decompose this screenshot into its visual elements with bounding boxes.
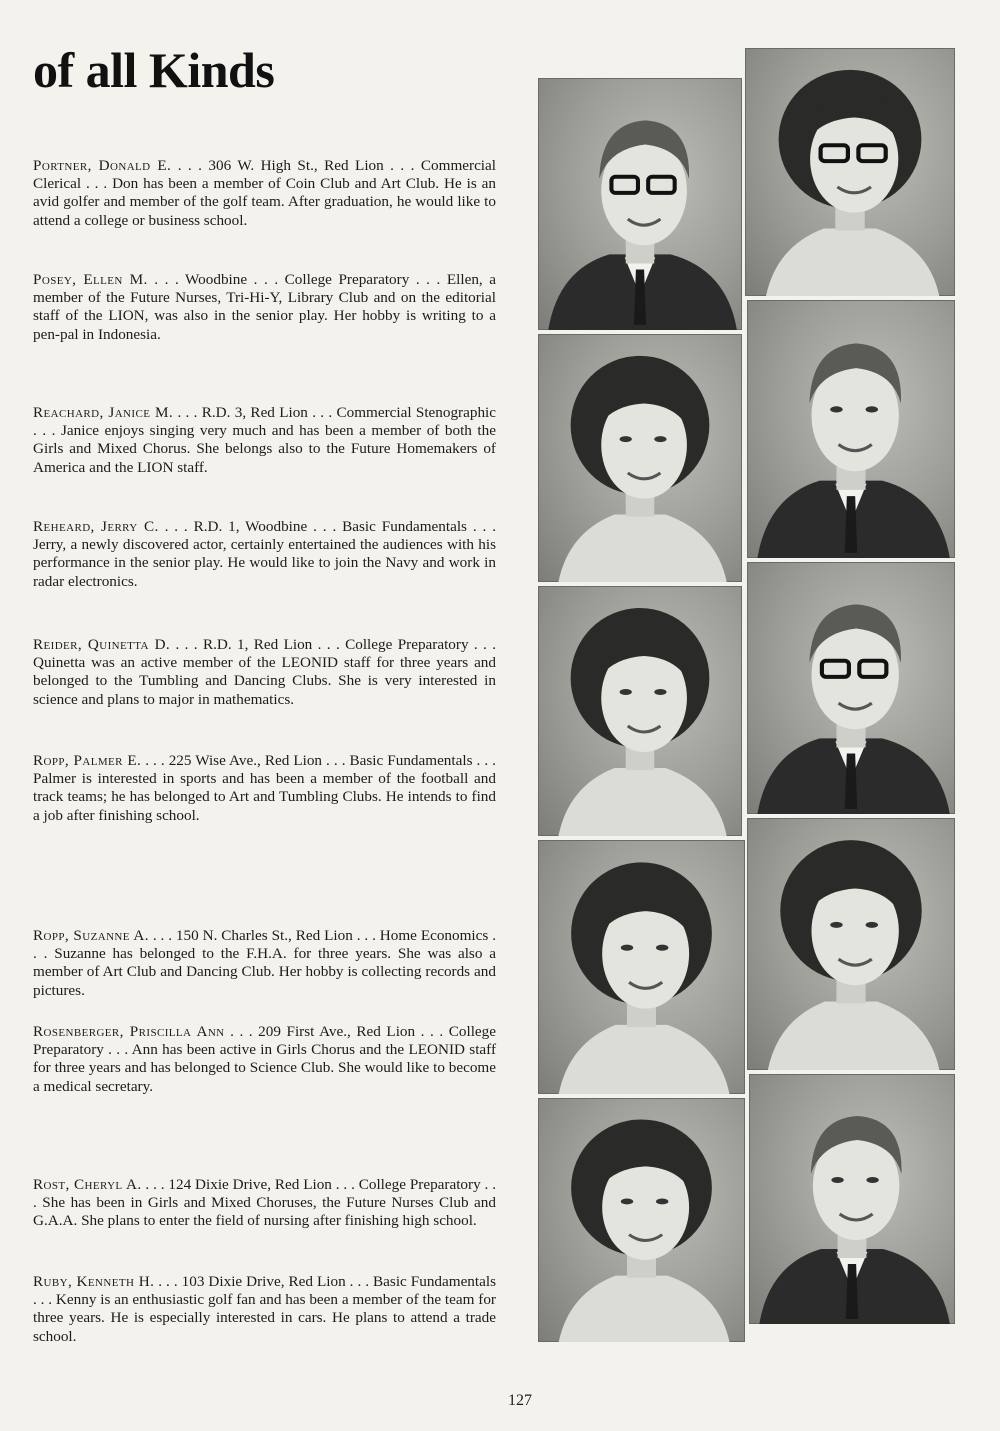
- portrait-photo: [747, 300, 955, 558]
- clothing-shape: [558, 768, 726, 836]
- portrait-photo: [538, 840, 745, 1094]
- student-name: Posey, Ellen M.: [33, 271, 148, 288]
- senior-entry: [33, 927, 496, 1000]
- student-name: Portner, Donald E.: [33, 157, 172, 174]
- clothing-shape: [558, 515, 726, 582]
- student-bio: . . . 124 Dixie Drive, Red Lion . . . College Preparatory . . . She has been in Girls and Mixed Choruses, the Future Nurses Club and G.A.A. She plans to enter the field of nursing after finishing high school.: [33, 1176, 496, 1230]
- eye-shape: [654, 436, 666, 442]
- eye-shape: [866, 922, 878, 928]
- portrait-icon: [749, 1074, 955, 1324]
- eye-shape: [656, 1199, 668, 1205]
- student-name: Reider, Quinetta D.: [33, 636, 171, 653]
- portrait-photo: [749, 1074, 955, 1324]
- student-bio: . . . 225 Wise Ave., Red Lion . . . Basic Fundamentals . . . Palmer is interested in sports and has been a member of the football and track teams; he has belonged to Art and Tumbling Clubs. He intends to find a job after finishing school.: [33, 752, 496, 824]
- student-name: Ruby, Kenneth H.: [33, 1273, 155, 1290]
- student-name: Ropp, Palmer E.: [33, 752, 142, 769]
- eye-shape: [621, 945, 633, 951]
- senior-entry: [33, 518, 496, 591]
- clothing-shape: [559, 1025, 730, 1094]
- portrait-icon: [538, 78, 742, 330]
- portrait-icon: [747, 562, 955, 814]
- necktie-shape: [846, 1264, 858, 1319]
- student-name: Rost, Cheryl A.: [33, 1176, 142, 1193]
- portrait-photo: [747, 562, 955, 814]
- necktie-shape: [845, 754, 857, 809]
- portrait-icon: [747, 818, 955, 1070]
- necktie-shape: [634, 270, 646, 325]
- portrait-photo: [745, 48, 955, 296]
- student-bio: . . . 306 W. High St., Red Lion . . . Commercial Clerical . . . Don has been a member of Coin Club and Art Club. He is an avid golfer and member of the golf team. After graduation, he would like to attend a college or business school.: [33, 157, 496, 229]
- portrait-icon: [538, 840, 745, 1094]
- student-name: Ropp, Suzanne A.: [33, 927, 149, 944]
- eye-shape: [866, 406, 878, 412]
- portrait-icon: [745, 48, 955, 296]
- eye-shape: [830, 922, 842, 928]
- eye-shape: [656, 945, 668, 951]
- eye-shape: [621, 1199, 633, 1205]
- portrait-icon: [747, 300, 955, 558]
- page-number: 127: [508, 1392, 532, 1409]
- student-name: Reheard, Jerry C.: [33, 518, 159, 535]
- portrait-icon: [538, 586, 742, 836]
- student-bio: . . . Woodbine . . . College Preparatory . . . Ellen, a member of the Future Nurses, Tri-Hi-Y, Library Club and on the editorial staff of the LION, was also in the senior play. Her hobby is writing to a pen-pal in Indonesia.: [33, 271, 496, 343]
- senior-entry: [33, 1023, 496, 1096]
- portrait-photo: [747, 818, 955, 1070]
- portrait-photo: [538, 334, 742, 582]
- student-bio: . . . 150 N. Charles St., Red Lion . . . Home Economics . . . Suzanne has belonged to the F.H.A. for three years. She was also a member of Art Club and Dancing Club. Her hobby is collecting records and pictures.: [33, 927, 496, 999]
- senior-entry: [33, 271, 496, 344]
- senior-entry: [33, 1273, 496, 1346]
- clothing-shape: [768, 1001, 940, 1070]
- clothing-shape: [766, 229, 939, 296]
- student-name: Rosenberger, Priscilla Ann: [33, 1023, 225, 1040]
- senior-entry: [33, 636, 496, 709]
- eye-shape: [830, 406, 842, 412]
- student-name: Reachard, Janice M.: [33, 404, 174, 421]
- portrait-photo: [538, 1098, 745, 1342]
- senior-entry: [33, 404, 496, 477]
- portrait-photo: [538, 586, 742, 836]
- portrait-icon: [538, 334, 742, 582]
- eye-shape: [654, 689, 666, 695]
- eye-shape: [620, 436, 632, 442]
- student-bio: . . . R.D. 3, Red Lion . . . Commercial Stenographic . . . Janice enjoys singing very much and has been a member of both the Girls and Mixed Chorus. She belongs also to the Future Homemakers of America and the LION staff.: [33, 404, 497, 476]
- portrait-photo: [538, 78, 742, 330]
- senior-entry: [33, 752, 496, 825]
- necktie-shape: [845, 496, 857, 553]
- portrait-icon: [538, 1098, 745, 1342]
- eye-shape: [866, 1177, 878, 1183]
- senior-entry: [33, 1176, 496, 1231]
- clothing-shape: [559, 1276, 730, 1342]
- eye-shape: [831, 1177, 843, 1183]
- student-bio: . . . 103 Dixie Drive, Red Lion . . . Basic Fundamentals . . . Kenny is an enthusiastic golf fan and has been a member of the team for three years. He is especially interested in cars. He plans to attend a trade school.: [33, 1273, 496, 1345]
- student-bio: . . . 209 First Ave., Red Lion . . . College Preparatory . . . Ann has been active in Girls Chorus and the LEONID staff for three years and has belonged to Science Club. She would like to become a medical secretary.: [33, 1023, 496, 1095]
- student-bio: . . . R.D. 1, Red Lion . . . College Preparatory . . . Quinetta was an active member of the LEONID staff for three years and belonged to the Tumbling and Dancing Clubs. She is very interested in science and plans to major in mathematics.: [33, 636, 497, 708]
- eye-shape: [620, 689, 632, 695]
- page-title: of all Kinds: [33, 42, 275, 98]
- student-bio: . . . R.D. 1, Woodbine . . . Basic Fundamentals . . . Jerry, a newly discovered actor, certainly entertained the audiences with his performance in the senior play. He would like to join the Navy and work in radar electronics.: [33, 518, 497, 590]
- senior-entry: [33, 157, 496, 230]
